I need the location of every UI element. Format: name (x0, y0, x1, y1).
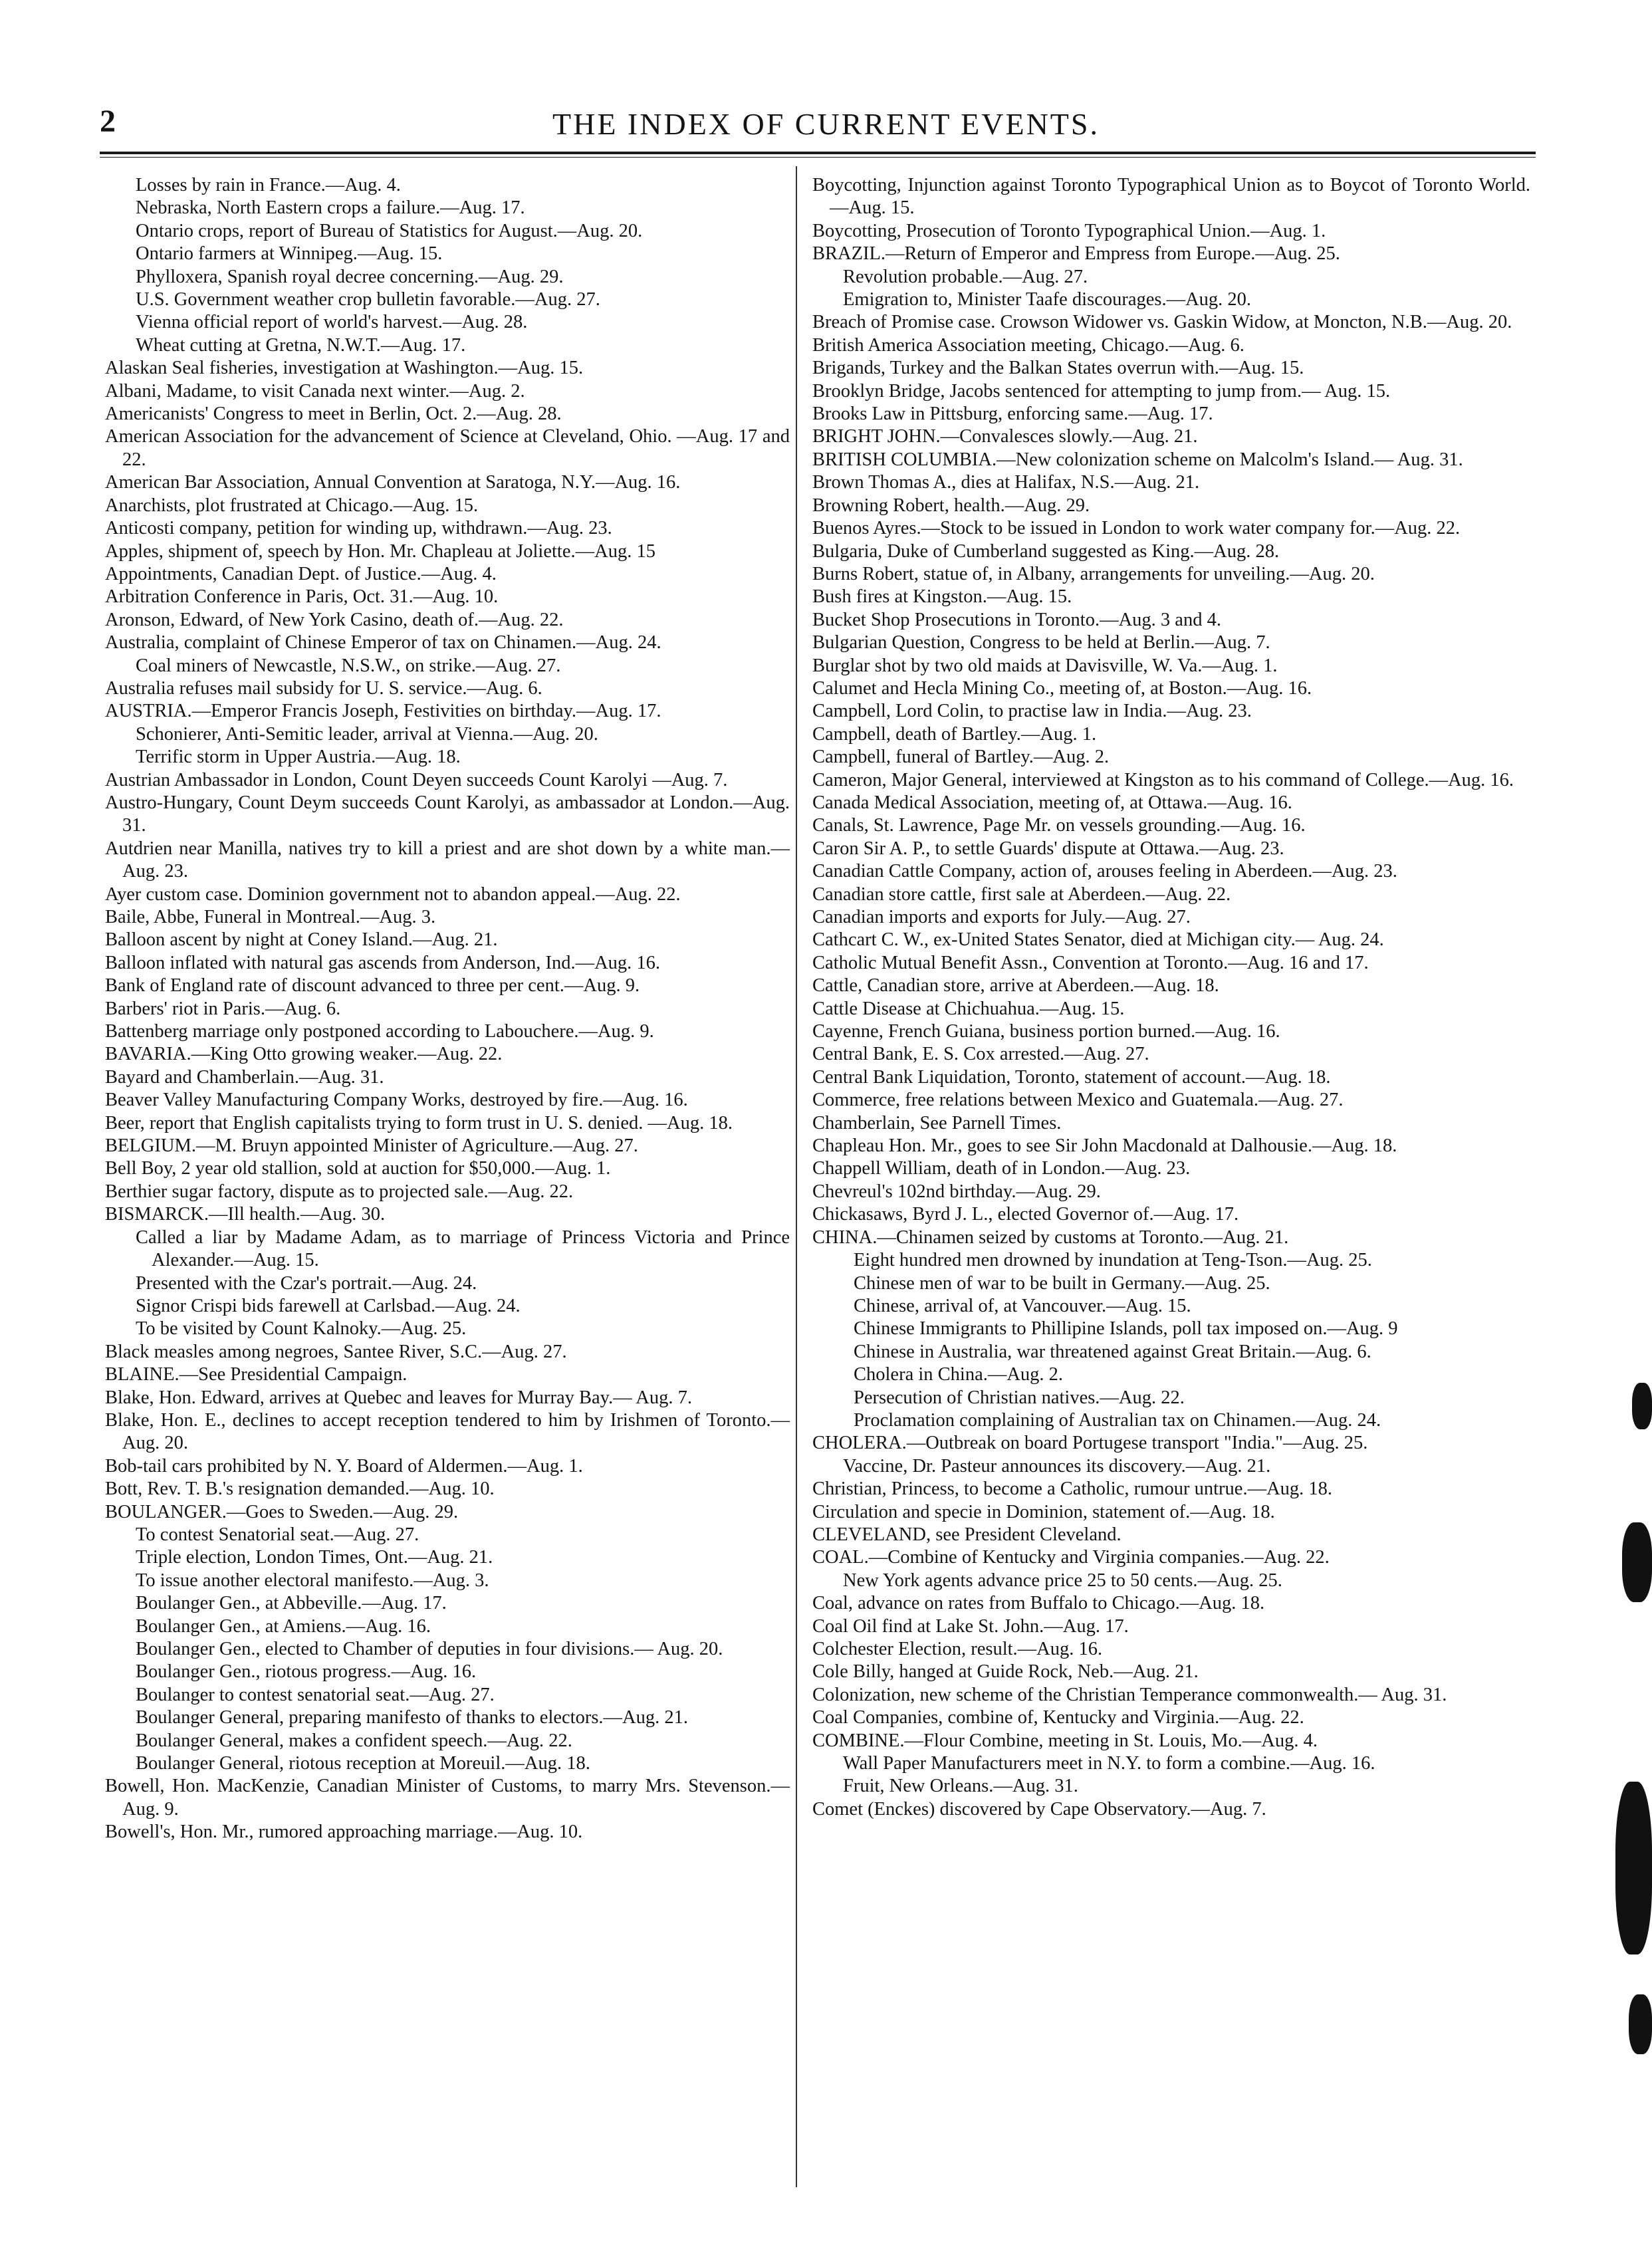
index-entry: Aronson, Edward, of New York Casino, death of.—Aug. 22. (105, 609, 564, 630)
index-subentry: Vaccine, Dr. Pasteur announces its discovery.—Aug. 21. (843, 1455, 1271, 1477)
index-entry: Central Bank, E. S. Cox arrested.—Aug. 27. (812, 1044, 1149, 1065)
index-entry: Calumet and Hecla Mining Co., meeting of, at Boston.—Aug. 16. (812, 677, 1312, 699)
index-entry: Balloon inflated with natural gas ascends from Anderson, Ind.—Aug. 16. (105, 952, 661, 973)
index-entry: Bowell, Hon. MacKenzie, Canadian Minister of Customs, to marry Mrs. Stevenson.—Aug. 9. (105, 1776, 790, 1820)
index-entry: Bank of England rate of discount advanced to three per cent.—Aug. 9. (105, 975, 640, 997)
index-entry: Bott, Rev. T. B.'s resignation demanded.—Aug. 10. (105, 1479, 495, 1500)
index-entry: Coal, advance on rates from Buffalo to Chicago.—Aug. 18. (812, 1593, 1265, 1614)
scan-artifact (1622, 1522, 1652, 1602)
index-entry: CHINA.—Chinamen seized by customs at Toronto.—Aug. 21. (812, 1227, 1289, 1248)
header-rule-thin (100, 157, 1536, 158)
right-column (812, 174, 1530, 1821)
index-entry: BAVARIA.—King Otto growing weaker.—Aug. 22. (105, 1044, 503, 1065)
index-entry: Balloon ascent by night at Coney Island.—Aug. 21. (105, 929, 498, 951)
index-subentry: U.S. Government weather crop bulletin favorable.—Aug. 27. (136, 289, 600, 310)
index-entry: American Association for the advancement of Science at Cleveland, Ohio. —Aug. 17 and 22. (105, 426, 790, 470)
index-subentry: To be visited by Count Kalnoky.—Aug. 25. (136, 1318, 467, 1340)
index-entry: Central Bank Liquidation, Toronto, statement of account.—Aug. 18. (812, 1066, 1331, 1088)
index-entry: Beer, report that English capitalists trying to form trust in U. S. denied. —Aug. 18. (105, 1112, 733, 1133)
index-entry: Chappell William, death of in London.—Aug. 23. (812, 1158, 1191, 1179)
index-entry: BRITISH COLUMBIA.—New colonization scheme on Malcolm's Island.— Aug. 31. (812, 449, 1463, 470)
index-entry: Circulation and specie in Dominion, statement of.—Aug. 18. (812, 1501, 1275, 1522)
index-entry: Cattle, Canadian store, arrive at Aberdeen.—Aug. 18. (812, 975, 1219, 997)
index-entry: Bowell's, Hon. Mr., rumored approaching marriage.—Aug. 10. (105, 1822, 583, 1843)
index-entry: Browning Robert, health.—Aug. 29. (812, 495, 1090, 516)
index-entry: Australia, complaint of Chinese Emperor of tax on Chinamen.—Aug. 24. (105, 632, 661, 653)
index-subentry: Signor Crispi bids farewell at Carlsbad.—Aug. 24. (136, 1295, 521, 1316)
index-entry: Appointments, Canadian Dept. of Justice.—Aug. 4. (105, 563, 497, 584)
index-subentry: Phylloxera, Spanish royal decree concerning.—Aug. 29. (136, 266, 564, 287)
index-entry: Brooklyn Bridge, Jacobs sentenced for attempting to jump from.— Aug. 15. (812, 380, 1391, 402)
scan-artifact (1615, 1782, 1652, 1954)
index-entry: Beaver Valley Manufacturing Company Works, destroyed by fire.—Aug. 16. (105, 1090, 688, 1111)
index-entry: Campbell, funeral of Bartley.—Aug. 2. (812, 747, 1110, 768)
index-entry: Burns Robert, statue of, in Albany, arrangements for unveiling.—Aug. 20. (812, 563, 1375, 584)
index-subentry: Losses by rain in France.—Aug. 4. (136, 175, 401, 195)
index-entry: Autdrien near Manilla, natives try to kill a priest and are shot down by a white man.—Aug. 23. (105, 838, 790, 882)
index-entry: Bob-tail cars prohibited by N. Y. Board of Aldermen.—Aug. 1. (105, 1455, 583, 1477)
index-subentry: Fruit, New Orleans.—Aug. 31. (843, 1776, 1078, 1797)
index-entry: Brigands, Turkey and the Balkan States overrun with.—Aug. 15. (812, 358, 1304, 379)
index-entry: Albani, Madame, to visit Canada next winter.—Aug. 2. (105, 380, 525, 402)
index-entry: Barbers' riot in Paris.—Aug. 6. (105, 998, 341, 1019)
index-entry: Ayer custom case. Dominion government not to abandon appeal.—Aug. 22. (105, 884, 681, 905)
index-subentry: Presented with the Czar's portrait.—Aug. 24. (136, 1272, 477, 1294)
index-entry: Campbell, death of Bartley.—Aug. 1. (812, 723, 1097, 745)
index-subentry: Boulanger Gen., at Amiens.—Aug. 16. (136, 1615, 431, 1637)
index-entry: Austro-Hungary, Count Deym succeeds Count Karolyi, as ambassador at London.—Aug. 31. (105, 792, 790, 836)
index-subentry: Chinese Immigrants to Phillipine Islands, poll tax imposed on.—Aug. 9 (854, 1318, 1398, 1340)
index-entry: Bulgarian Question, Congress to be held at Berlin.—Aug. 7. (812, 632, 1270, 653)
index-entry: Bulgaria, Duke of Cumberland suggested as King.—Aug. 28. (812, 540, 1280, 562)
index-entry: Chapleau Hon. Mr., goes to see Sir John Macdonald at Dalhousie.—Aug. 18. (812, 1135, 1397, 1157)
index-entry: Baile, Abbe, Funeral in Montreal.—Aug. 3. (105, 907, 436, 927)
index-subentry: Wheat cutting at Gretna, N.W.T.—Aug. 17. (136, 334, 466, 356)
index-subentry: Triple election, London Times, Ont.—Aug. 21. (136, 1547, 493, 1568)
index-entry: Brooks Law in Pittsburg, enforcing same.—Aug. 17. (812, 404, 1213, 425)
index-subentry: Boulanger to contest senatorial seat.—Aug. 27. (136, 1684, 495, 1705)
index-entry: Burglar shot by two old maids at Davisville, W. Va.—Aug. 1. (812, 655, 1278, 676)
index-entry: Canadian store cattle, first sale at Aberdeen.—Aug. 22. (812, 884, 1231, 905)
index-subentry: Boulanger Gen., at Abbeville.—Aug. 17. (136, 1593, 447, 1614)
scan-artifact (1629, 1994, 1652, 2054)
index-entry: Colonization, new scheme of the Christian Temperance commonwealth.— Aug. 31. (812, 1684, 1447, 1705)
index-entry: Cathcart C. W., ex-United States Senator, died at Michigan city.— Aug. 24. (812, 929, 1384, 951)
index-entry: BLAINE.—See Presidential Campaign. (105, 1364, 408, 1385)
index-subentry: Coal miners of Newcastle, N.S.W., on strike.—Aug. 27. (136, 655, 561, 676)
index-subentry: Terrific storm in Upper Austria.—Aug. 18. (136, 747, 461, 768)
index-entry: Apples, shipment of, speech by Hon. Mr. Chapleau at Joliette.—Aug. 15 (105, 540, 655, 562)
index-entry: Battenberg marriage only postponed according to Labouchere.—Aug. 9. (105, 1021, 654, 1042)
index-entry: Bell Boy, 2 year old stallion, sold at auction for $50,000.—Aug. 1. (105, 1158, 611, 1179)
index-subentry: Vienna official report of world's harvest.—Aug. 28. (136, 312, 528, 333)
index-entry: Canals, St. Lawrence, Page Mr. on vessels grounding.—Aug. 16. (812, 815, 1306, 836)
index-entry: Cayenne, French Guiana, business portion burned.—Aug. 16. (812, 1021, 1280, 1042)
index-entry: Bucket Shop Prosecutions in Toronto.—Aug. 3 and 4. (812, 609, 1221, 630)
page-title: THE INDEX OF CURRENT EVENTS. (552, 107, 1100, 141)
index-entry: BISMARCK.—Ill health.—Aug. 30. (105, 1204, 386, 1225)
index-entry: Comet (Enckes) discovered by Cape Observatory.—Aug. 7. (812, 1798, 1266, 1820)
index-entry: Canada Medical Association, meeting of, at Ottawa.—Aug. 16. (812, 792, 1292, 813)
index-entry: Coal Companies, combine of, Kentucky and Virginia.—Aug. 22. (812, 1707, 1304, 1728)
index-entry: Blake, Hon. E., declines to accept reception tendered to him by Irishmen of Toronto.—Aug. 20. (105, 1409, 790, 1454)
index-entry: Chevreul's 102nd birthday.—Aug. 29. (812, 1181, 1101, 1202)
index-subentry: Revolution probable.—Aug. 27. (843, 266, 1088, 287)
index-entry: Canadian Cattle Company, action of, arouses feeling in Aberdeen.—Aug. 23. (812, 861, 1397, 882)
index-entry: Chickasaws, Byrd J. L., elected Governor of.—Aug. 17. (812, 1204, 1239, 1225)
index-subentry: Ontario crops, report of Bureau of Statistics for August.—Aug. 20. (136, 220, 643, 241)
page-number: 2 (100, 104, 116, 139)
scan-artifact (1632, 1383, 1652, 1429)
index-subentry: Ontario farmers at Winnipeg.—Aug. 15. (136, 243, 443, 265)
index-entry: Anarchists, plot frustrated at Chicago.—Aug. 15. (105, 495, 479, 516)
index-entry: Catholic Mutual Benefit Assn., Convention at Toronto.—Aug. 16 and 17. (812, 952, 1369, 973)
index-entry: COAL.—Combine of Kentucky and Virginia companies.—Aug. 22. (812, 1547, 1330, 1568)
index-subentry: New York agents advance price 25 to 50 cents.—Aug. 25. (843, 1570, 1282, 1591)
index-subentry: Proclamation complaining of Australian tax on Chinamen.—Aug. 24. (854, 1409, 1381, 1431)
index-entry: Cattle Disease at Chichuahua.—Aug. 15. (812, 998, 1125, 1019)
index-subentry: Wall Paper Manufacturers meet in N.Y. to form a combine.—Aug. 16. (843, 1753, 1375, 1774)
index-subentry: To issue another electoral manifesto.—Aug. 3. (136, 1570, 489, 1591)
index-entry: CLEVELAND, see President Cleveland. (812, 1524, 1121, 1545)
index-entry: Alaskan Seal fisheries, investigation at Washington.—Aug. 15. (105, 358, 584, 379)
index-subentry: Persecution of Christian natives.—Aug. 22. (854, 1387, 1185, 1408)
index-entry: Blake, Hon. Edward, arrives at Quebec and leaves for Murray Bay.— Aug. 7. (105, 1387, 692, 1408)
index-subentry: Called a liar by Madame Adam, as to marriage of Princess Victoria and Prince Alexander.—Aug. 15. (136, 1227, 790, 1271)
left-column (105, 174, 790, 1844)
index-entry: Americanists' Congress to meet in Berlin, Oct. 2.—Aug. 28. (105, 404, 562, 425)
index-entry: Christian, Princess, to become a Catholic, rumour untrue.—Aug. 18. (812, 1479, 1333, 1500)
index-subentry: Boulanger General, preparing manifesto of thanks to electors.—Aug. 21. (136, 1707, 689, 1728)
index-entry: Commerce, free relations between Mexico and Guatemala.—Aug. 27. (812, 1090, 1344, 1111)
index-entry: BRIGHT JOHN.—Convalesces slowly.—Aug. 21. (812, 426, 1198, 447)
index-entry: Caron Sir A. P., to settle Guards' dispute at Ottawa.—Aug. 23. (812, 838, 1284, 859)
index-subentry: Emigration to, Minister Taafe discourages.—Aug. 20. (843, 289, 1252, 310)
index-entry: British America Association meeting, Chicago.—Aug. 6. (812, 334, 1244, 356)
index-subentry: Chinese, arrival of, at Vancouver.—Aug. 15. (854, 1295, 1191, 1316)
index-entry: Buenos Ayres.—Stock to be issued in London to work water company for.—Aug. 22. (812, 518, 1461, 539)
index-entry: Anticosti company, petition for winding up, withdrawn.—Aug. 23. (105, 518, 612, 539)
index-entry: BELGIUM.—M. Bruyn appointed Minister of Agriculture.—Aug. 27. (105, 1135, 638, 1157)
index-entry: Austrian Ambassador in London, Count Deyen succeeds Count Karolyi —Aug. 7. (105, 769, 728, 790)
index-subentry: Chinese in Australia, war threatened against Great Britain.—Aug. 6. (854, 1341, 1371, 1362)
index-entry: Arbitration Conference in Paris, Oct. 31.—Aug. 10. (105, 586, 499, 608)
column-divider (796, 166, 797, 2187)
index-subentry: Boulanger General, makes a confident speech.—Aug. 22. (136, 1730, 572, 1751)
index-subentry: Boulanger General, riotous reception at Moreuil.—Aug. 18. (136, 1753, 590, 1774)
index-entry: COMBINE.—Flour Combine, meeting in St. Louis, Mo.—Aug. 4. (812, 1730, 1318, 1751)
index-entry: Breach of Promise case. Crowson Widower vs. Gaskin Widow, at Moncton, N.B.—Aug. 20. (812, 312, 1512, 333)
index-entry: BOULANGER.—Goes to Sweden.—Aug. 29. (105, 1501, 459, 1522)
index-entry: Canadian imports and exports for July.—Aug. 27. (812, 907, 1191, 927)
index-entry: Chamberlain, See Parnell Times. (812, 1112, 1062, 1133)
index-entry: Coal Oil find at Lake St. John.—Aug. 17. (812, 1615, 1129, 1637)
index-subentry: Nebraska, North Eastern crops a failure.—Aug. 17. (136, 197, 525, 219)
index-entry: Campbell, Lord Colin, to practise law in India.—Aug. 23. (812, 701, 1252, 722)
index-subentry: Boulanger Gen., riotous progress.—Aug. 16. (136, 1661, 477, 1683)
index-subentry: Schonierer, Anti-Semitic leader, arrival at Vienna.—Aug. 20. (136, 723, 598, 745)
index-subentry: Eight hundred men drowned by inundation at Teng-Tson.—Aug. 25. (854, 1250, 1372, 1271)
index-subentry: Chinese men of war to be built in Germany.—Aug. 25. (854, 1272, 1270, 1294)
index-entry: Boycotting, Prosecution of Toronto Typographical Union.—Aug. 1. (812, 220, 1326, 241)
index-entry: Bayard and Chamberlain.—Aug. 31. (105, 1066, 384, 1088)
index-entry: Boycotting, Injunction against Toronto Typographical Union as to Boycot of Toronto World.—Aug. 15. (812, 175, 1530, 219)
index-entry: Colchester Election, result.—Aug. 16. (812, 1639, 1103, 1659)
index-entry: Cameron, Major General, interviewed at Kingston as to his command of College.—Aug. 16. (812, 769, 1514, 790)
index-entry: Bush fires at Kingston.—Aug. 15. (812, 586, 1072, 608)
index-entry: CHOLERA.—Outbreak on board Portugese transport "India."—Aug. 25. (812, 1433, 1368, 1454)
index-entry: Cole Billy, hanged at Guide Rock, Neb.—Aug. 21. (812, 1661, 1199, 1683)
header-rule (100, 152, 1536, 154)
index-subentry: Cholera in China.—Aug. 2. (854, 1364, 1064, 1385)
index-entry: American Bar Association, Annual Convention at Saratoga, N.Y.—Aug. 16. (105, 472, 681, 493)
index-entry: BRAZIL.—Return of Emperor and Empress from Europe.—Aug. 25. (812, 243, 1340, 265)
index-entry: Brown Thomas A., dies at Halifax, N.S.—Aug. 21. (812, 472, 1200, 493)
index-entry: Australia refuses mail subsidy for U. S. service.—Aug. 6. (105, 677, 542, 699)
index-entry: Black measles among negroes, Santee River, S.C.—Aug. 27. (105, 1341, 567, 1362)
index-subentry: Boulanger Gen., elected to Chamber of deputies in four divisions.— Aug. 20. (136, 1639, 723, 1659)
index-entry: AUSTRIA.—Emperor Francis Joseph, Festivities on birthday.—Aug. 17. (105, 701, 661, 722)
index-entry: Berthier sugar factory, dispute as to projected sale.—Aug. 22. (105, 1181, 574, 1202)
index-subentry: To contest Senatorial seat.—Aug. 27. (136, 1524, 419, 1545)
